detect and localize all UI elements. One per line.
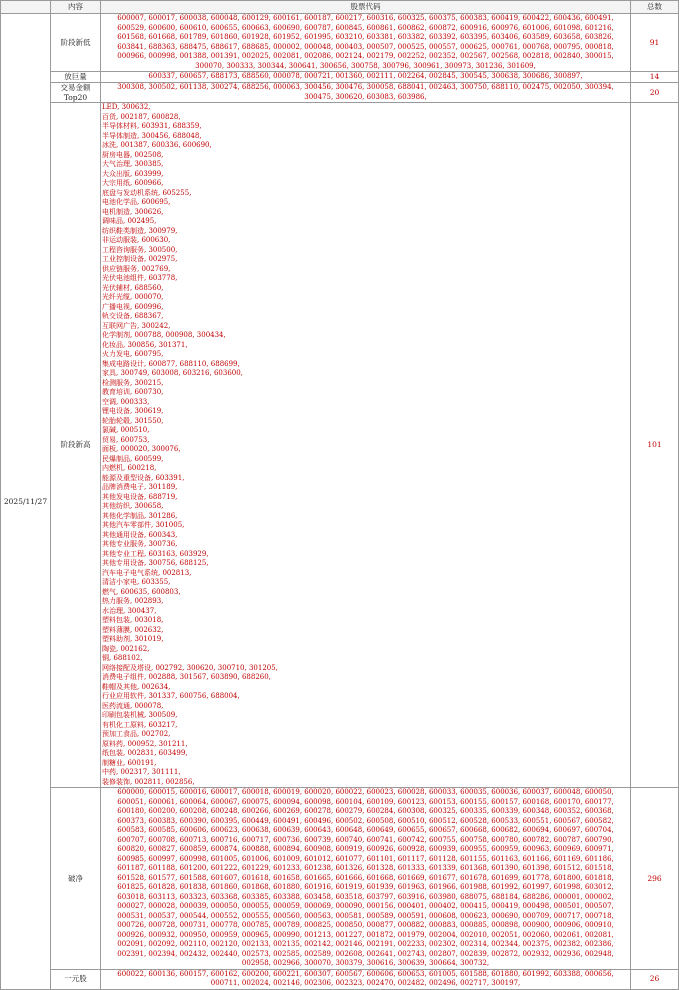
sector-entry: 光纤光缆, 000070, (102, 293, 164, 301)
sector-entry: 轨交设备, 688367, (102, 312, 164, 320)
sector-entry: 空调, 000333, (102, 397, 150, 406)
sector-entry: 其他专用设备, 300756, 688125, (102, 559, 209, 567)
sector-entry: 其他通用设备, 600343, (102, 530, 178, 539)
sector-entry: 非运动服装, 600630, (102, 236, 171, 244)
count-new-high: 101 (631, 103, 679, 788)
sector-entry: 铜, 688102, (102, 654, 143, 662)
sector-entry: 汽车电子电气系统, 002813, (102, 568, 192, 577)
sector-entry: 工业控制设备, 002975, (102, 255, 178, 263)
row-one-yuan (1, 969, 679, 989)
header-blank (1, 1, 51, 14)
sector-entry: 电机制造, 300626, (102, 207, 164, 216)
sector-entry: 调味品, 002495, (102, 217, 157, 225)
sector-entry: 工程咨询服务, 300500, (102, 245, 178, 254)
sector-entry: 纺织鞋类制造, 300979, (102, 226, 178, 235)
header-codes: 股票代码 (101, 1, 631, 14)
sector-entry: 锂电设备, 300619, (102, 407, 164, 415)
sector-entry: 大气治理, 300385, (102, 160, 164, 168)
count-new-low: 91 (631, 14, 679, 72)
sector-entry: 其他发电设备, 688719, (102, 492, 178, 501)
count-broken-net: 296 (631, 788, 679, 970)
sector-entry: 广播电视, 600996, (102, 302, 164, 311)
codes-broken-net: 600000, 600015, 600016, 600017, 600018, 600019, 600020, 600022, 600023, 600028, 600033, 600035, 600036, 600037, 600048, 600050, 600051, 600061, 600064, 600067, 600075, 600094, 600098, 600104, 600109, 600123, 600153, 600155, 600157, 600168, 600170, 600177, 600180, 600200, 600208, 600248, 600266, 600269, 600278, 600279, 600284, 600308, 600325, 600335, 600339, 600348, 600352, 600368, 600373, 600383, 600390, 600395, 600449, 600491, 600496, 600502, 600508, 600510, 600512, 600528, 600533, 600551, 600567, 600582, 600583, 600585, 600606, 600623, 600638, 600639, 600643, 600648, 600649, 600655, 600657, 600668, 600682, 600694, 600697, 600704, 600707, 600708, 600713, 600716, 600717, 600736, 600739, 600740, 600741, 600742, 600755, 600758, 600780, 600782, 600787, 600790, 600820, 600827, 600859, 600874, 600888, 600894, 600908, 600919, 600926, 600928, 600939, 600955, 600959, 600963, 600969, 600971, 600985, 600997, 600998, 601005, 601006, 601009, 601012, 601077, 601101, 601117, 601128, 601155, 601163, 601166, 601169, 601186, 601187, 601188, 601200, 601222, 601229, 601233, 601238, 601326, 601328, 601333, 601339, 601368, 601390, 601398, 601512, 601518, 601528, 601577, 601588, 601607, 601618, 601658, 601665, 601666, 601668, 601669, 601677, 601678, 601699, 601778, 601800, 601818, 601825, 601828, 601838, 601860, 601868, 601880, 601916, 601919, 601939, 601963, 601966, 601988, 601992, 601997, 601998, 603012, 603018, 603113, 603323, 603368, 603385, 603388, 603458, 603518, 603797, 603916, 603980, 688075, 688184, 688286, 000001, 000002, 000027, 000028, 000039, 000050, 000055, 000059, 000069, 000090, 000156, 000401, 000402, 000415, 000419, 000498, 000501, 000507, 000531, 000537, 000544, 000552, 000555, 000560, 000563, 000581, 000589, 000591, 000608, 000623, 000690, 000709, 000717, 000718, 000726, 000728, 000731, 000778, 000785, 000789, 000825, 000850, 000877, 000882, 000883, 000885, 000898, 000900, 000906, 000910, 000926, 000932, 000950, 000959, 000965, 000990, 001213, 001227, 001872, 001979, 002004, 002010, 002051, 002060, 002061, 002081, 002091, 002092, 002110, 002120, 002133, 002135, 002142, 002146, 002191, 002233, 002302, 002314, 002344, 002375, 002382, 002386, 002391, 002394, 002432, 002440, 002573, 002585, 002589, 002608, 002641, 002743, 002807, 002839, 002872, 002932, 002936, 002948, 002958, 002966, 300070, 300379, 300616, 300639, 300664, 300732, (101, 788, 631, 970)
type-new-low: 阶段新低 (51, 14, 101, 72)
row-new-low (1, 14, 679, 72)
date-cell: 2025/11/27 (1, 14, 51, 990)
sector-entry: 家具, 300749, 603008, 603216, 603600, (102, 369, 243, 377)
sector-entry: 面板, 000020, 300076, (102, 445, 181, 453)
sector-entry: 有机化工原料, 603217, (102, 720, 178, 729)
sector-entry: 贸易, 600753, (102, 435, 150, 444)
sector-entry: 互联网广告, 300242, (102, 321, 171, 330)
header-type: 内容 (51, 1, 101, 14)
sector-entry: 其他专业服务, 300736, (102, 540, 178, 548)
type-broken-net: 破净 (51, 788, 101, 970)
sector-entry: 供应链服务, 002769, (102, 264, 171, 273)
sector-entry: 其他汽车零部件, 301005, (102, 521, 185, 529)
sector-entry: 大众出版, 603999, (102, 169, 164, 178)
sector-entry: LED, 300632, (102, 103, 151, 111)
sector-entry: 民爆制品, 600599, (102, 454, 164, 463)
sector-entry: 火力发电, 600795, (102, 350, 164, 358)
sector-entry: 行业应用软件, 301337, 600756, 688004, (102, 692, 240, 700)
type-turnover-top20: 交易金额Top20 (51, 83, 101, 103)
sector-entry: 百货, 002187, 600828, (102, 112, 181, 121)
sector-entry: 印刷包装机械, 300509, (102, 711, 178, 719)
type-new-high: 阶段新高 (51, 103, 101, 788)
sector-entry: 中药, 002317, 301111, (102, 768, 181, 776)
header-count: 总数 (631, 1, 679, 14)
count-volume: 14 (631, 72, 679, 83)
sector-entry: 原料药, 000952, 301211, (102, 739, 188, 748)
sector-entry: 医药流通, 000078, (102, 701, 164, 710)
sector-entry: 塑料包装, 003018, (102, 616, 164, 624)
sector-entry: 化妆品, 300856, 301371, (102, 340, 188, 349)
sector-entry: 厨房电器, 002508, (102, 150, 164, 159)
sector-entry: 内燃机, 600218, (102, 464, 157, 472)
codes-volume: 600337, 600657, 688173, 688560, 000078, 000721, 001360, 002111, 002264, 002845, 300545, 300638, 300686, 300897, (101, 72, 631, 83)
header-row (1, 1, 679, 14)
row-new-high (1, 103, 679, 788)
sector-entry: 半导体制造, 300456, 688048, (102, 131, 202, 140)
sector-entry: 其他化学制品, 301286, (102, 511, 178, 520)
count-one-yuan: 26 (631, 969, 679, 989)
sector-entry: 氯碱, 000510, (102, 426, 150, 434)
sector-entry: 大宗用纸, 600966, (102, 179, 164, 187)
sector-entry: 塑料助剂, 301019, (102, 635, 164, 643)
sector-entry: 集成电路设计, 600877, 688110, 688699, (102, 359, 240, 368)
codes-one-yuan: 600022, 600136, 600157, 600162, 600200, 600221, 600307, 600567, 600606, 600653, 601005, 601588, 601880, 601992, 603388, 000656, 000711, 002024, 002146, 002306, 002323, 002470, 002482, 002496, 002717, 300197, (101, 969, 631, 989)
sector-entry: 预加工食品, 002702, (102, 730, 171, 738)
sector-entry: 水治理, 300437, (102, 606, 157, 615)
sector-entry: 其他专业工程, 603163, 603929, (102, 549, 209, 558)
sector-entry: 消费电子组件, 002888, 301567, 603890, 688260, (102, 673, 271, 681)
sector-entry: 装修装饰, 002811, 002856, (102, 777, 195, 786)
row-turnover-top20 (1, 83, 679, 103)
count-turnover-top20: 20 (631, 83, 679, 103)
sector-entry: 制糖业, 600191, (102, 758, 157, 767)
sector-entry: 纸包装, 002831, 603499, (102, 749, 188, 757)
row-volume (1, 72, 679, 83)
sector-entry: 能源及重型设备, 603391, (102, 473, 185, 482)
codes-turnover-top20: 300308, 300502, 601138, 300274, 688256, 000063, 300456, 300476, 300058, 688041, 002463, 300750, 688110, 002475, 002050, 300394, 300475, 300620, 603083, 603986, (101, 83, 631, 103)
sector-entry: 塑料薄膜, 002632, (102, 625, 164, 634)
codes-new-high (101, 103, 631, 788)
sector-entry: 热力服务, 002893, (102, 597, 164, 605)
sector-entry: 鞋帽及其他, 002634, (102, 682, 171, 691)
sector-entry: 网络接配及塔设, 002792, 300620, 300710, 301205, (102, 663, 278, 672)
sector-entry: 清洁小家电, 603355, (102, 578, 171, 586)
sector-entry: 其他纺织, 300658, (102, 502, 164, 510)
sector-entry: 燃气, 600635, 600803, (102, 587, 181, 596)
sector-entry: 检测服务, 300215, (102, 378, 164, 387)
sector-entry: 光伏电池组件, 603778, (102, 274, 178, 282)
sector-entry: 教育培训, 600730, (102, 388, 164, 396)
codes-new-low: 600007, 600017, 600038, 600048, 600129, 600161, 600187, 600217, 600316, 600325, 600375, 600383, 600419, 600422, 600436, 600491, 600529, 600600, 600610, 600655, 600663, 600690, 600787, 600845, 600861, 600862, 600872, 600916, 600976, 601006, 601098, 601216, 601568, 601668, 601789, 601860, 601928, 601952, 601995, 603210, 603381, 603382, 603392, 603395, 603406, 603589, 603658, 603826, 603841, 688363, 688475, 688617, 688685, 000002, 000048, 000403, 000507, 000525, 000557, 000625, 000761, 000768, 000795, 000818, 000966, 000998, 001388, 001391, 002025, 002081, 002086, 002124, 002179, 002252, 002352, 002567, 002568, 002818, 002840, 300015, 300070, 300333, 300344, 300641, 300656, 300758, 300796, 300961, 300973, 301236, 301609, (101, 14, 631, 72)
sector-list (102, 103, 629, 787)
sector-entry: 冰洗, 001387, 600336, 600690, (102, 141, 212, 149)
sector-entry: 底盘与发动机系统, 605255, (102, 188, 192, 197)
type-volume: 放巨量 (51, 72, 101, 83)
sector-entry: 化学制剂, 000788, 000908, 300434, (102, 331, 226, 339)
sector-entry: 轮胎轮毂, 301550, (102, 416, 164, 425)
sector-entry: 陶瓷, 002162, (102, 644, 150, 653)
type-one-yuan: 一元股 (51, 969, 101, 989)
sector-entry: 电池化学品, 600695, (102, 198, 171, 206)
sector-entry: 品牌消费电子, 301189, (102, 483, 178, 491)
sector-entry: 半导体材料, 603931, 688359, (102, 122, 202, 130)
row-broken-net (1, 788, 679, 970)
sector-entry: 光伏辅材, 688560, (102, 283, 164, 292)
